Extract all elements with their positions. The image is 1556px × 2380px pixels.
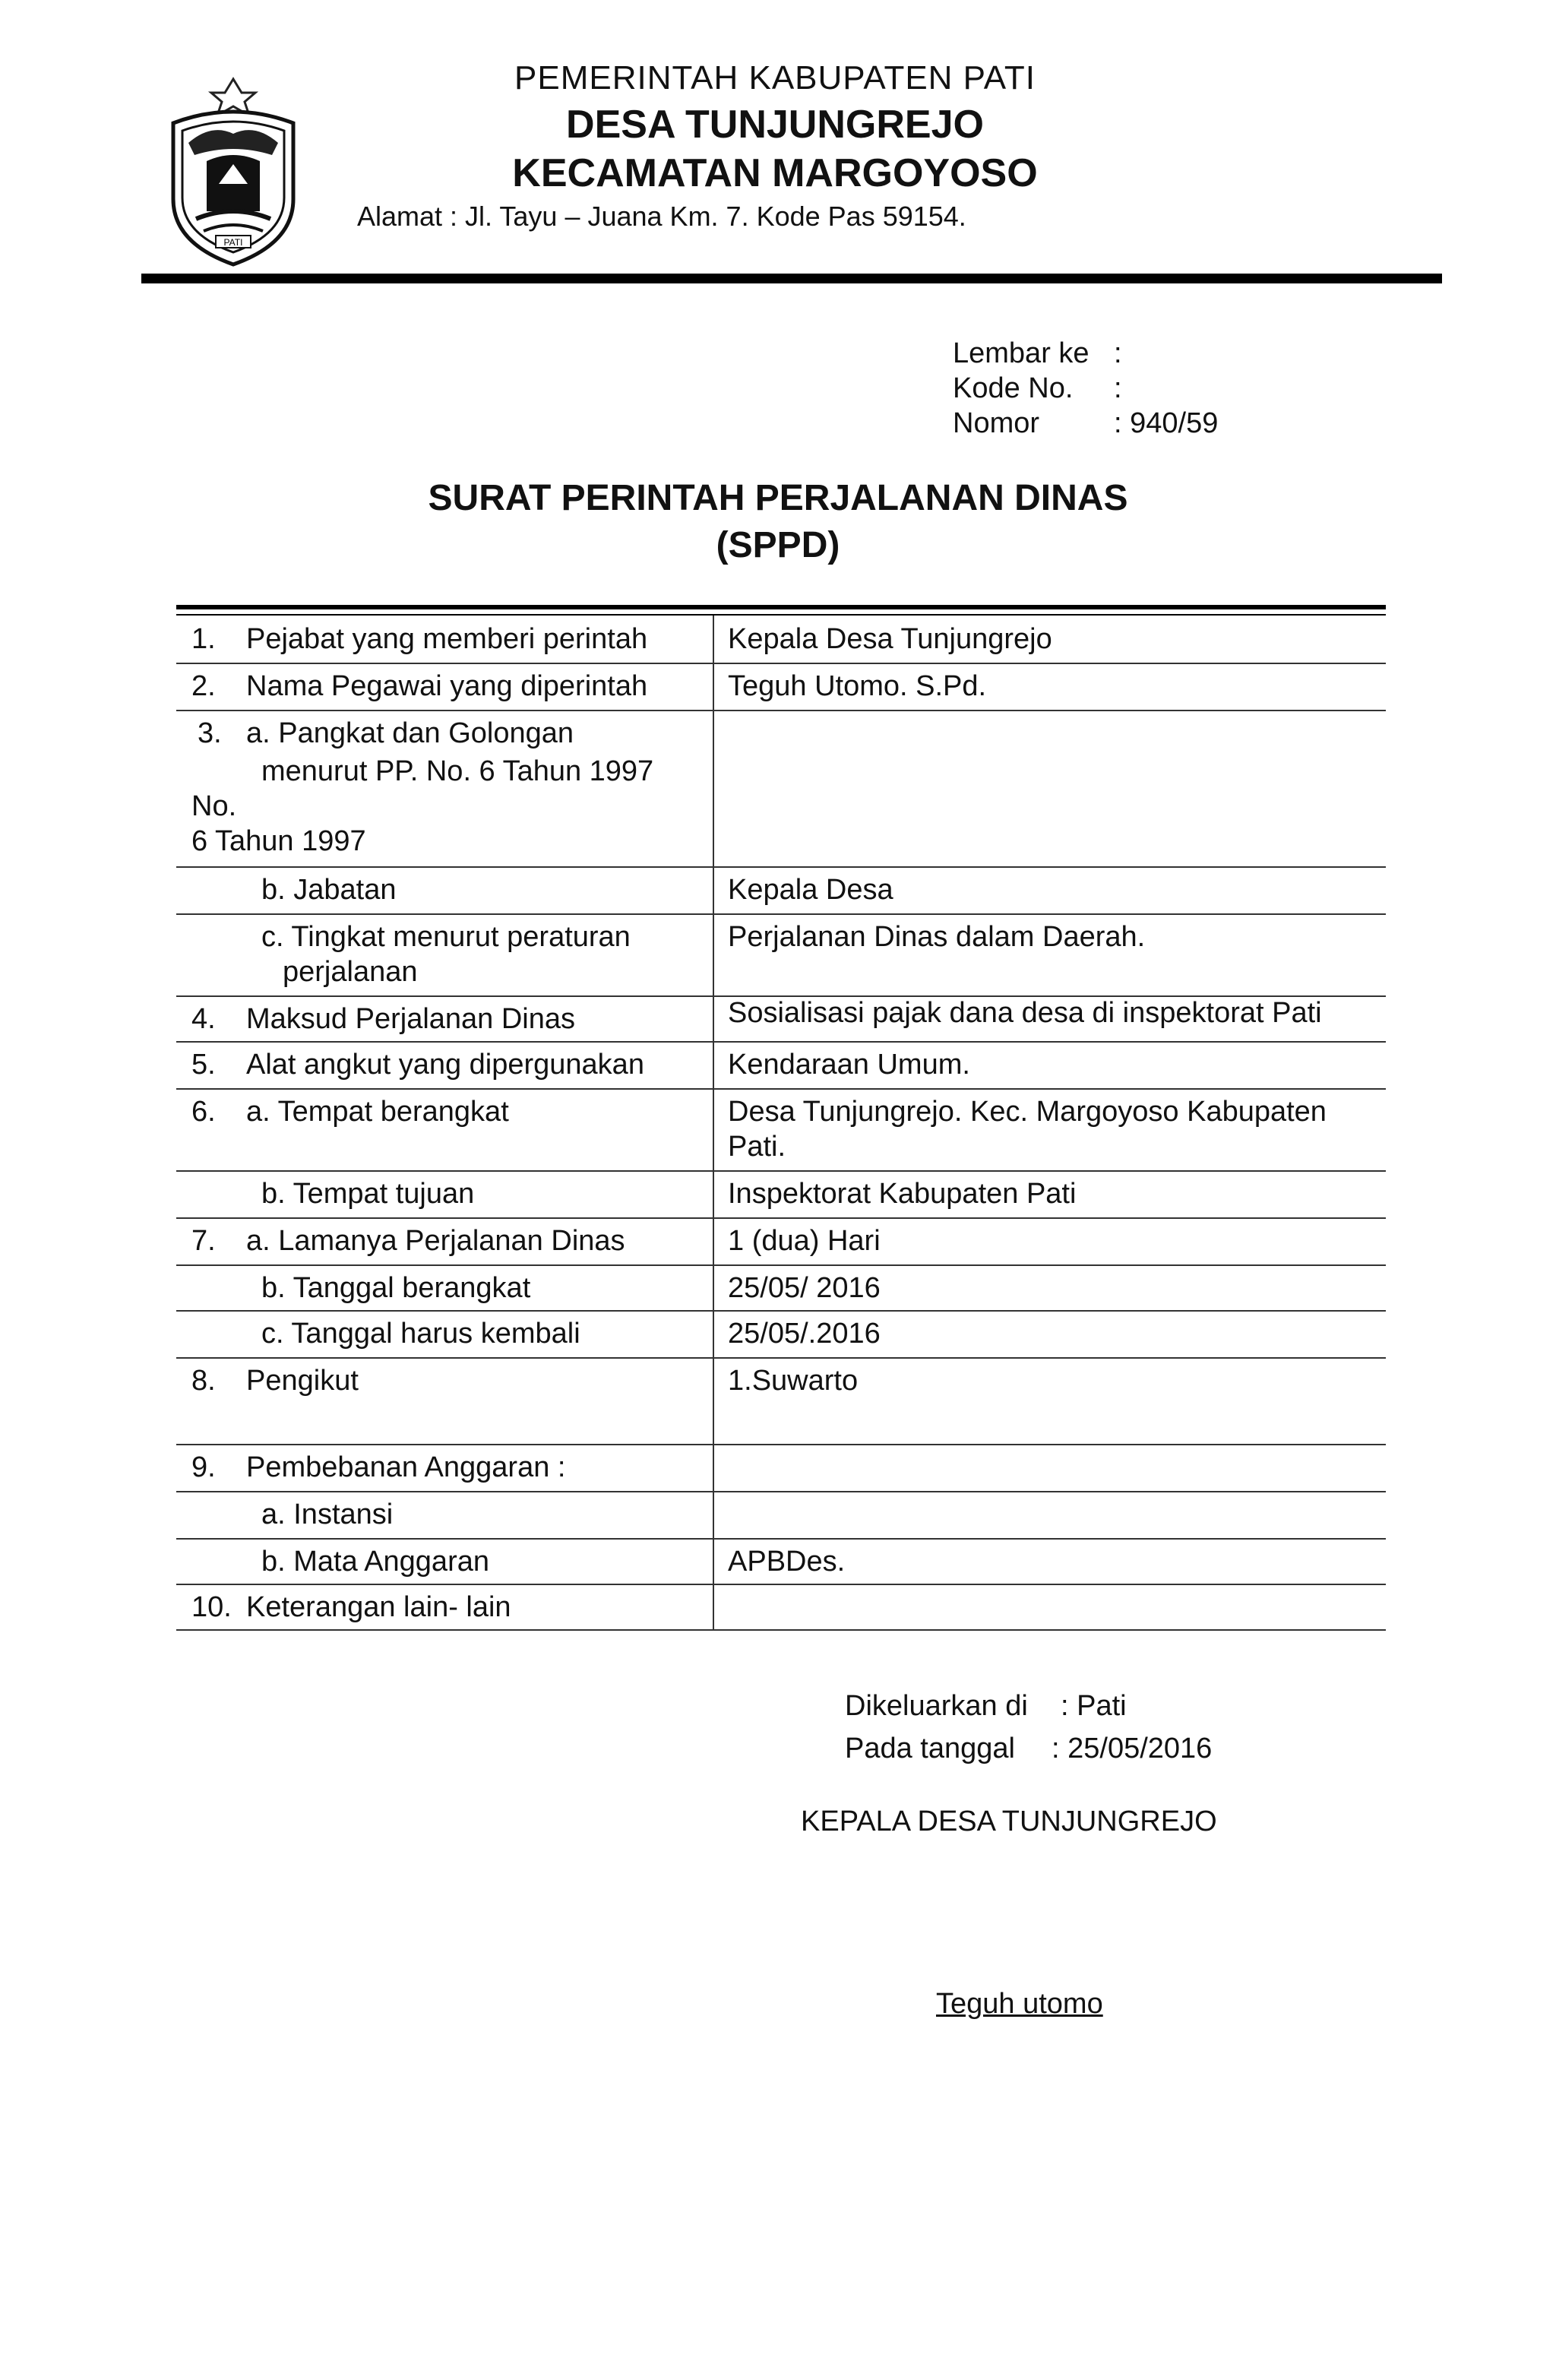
government-name: PEMERINTAH KABUPATEN PATI xyxy=(514,59,1036,97)
row-value: 25/05/.2016 xyxy=(728,1318,881,1350)
row-label-text: a. Pangkat dan Golongan xyxy=(246,717,574,749)
signer-name: Teguh utomo xyxy=(936,1988,1103,2020)
row-number: 3. xyxy=(198,717,222,749)
row-label-text: Alat angkut yang dipergunakan xyxy=(246,1049,644,1081)
row-divider xyxy=(176,1584,1386,1585)
row-label xyxy=(191,1363,716,1398)
row-label xyxy=(191,1094,716,1129)
row-label-text: c. Tingkat menurut peraturan xyxy=(261,921,631,953)
row-label: b. Tempat tujuan xyxy=(261,1178,475,1210)
ref-sheet xyxy=(953,337,1122,370)
row-divider xyxy=(176,1041,1386,1043)
issue-date-value: : 25/05/2016 xyxy=(1052,1733,1213,1764)
row-label xyxy=(191,1590,716,1625)
row-label-text: a. Tempat berangkat xyxy=(246,1096,509,1128)
ref-code-label: Kode No. xyxy=(953,372,1074,404)
row-value: APBDes. xyxy=(728,1546,846,1578)
emblem-icon xyxy=(166,70,301,269)
issue-place-value: : Pati xyxy=(1061,1690,1127,1722)
row-number: 10. xyxy=(191,1591,232,1623)
ref-code-value: : xyxy=(1114,372,1122,404)
row-value: Inspektorat Kabupaten Pati xyxy=(728,1178,1077,1210)
row-label: b. Mata Anggaran xyxy=(261,1546,489,1578)
row-label: b. Tanggal berangkat xyxy=(261,1272,531,1304)
row-divider xyxy=(176,1310,1386,1312)
table-bottom-rule xyxy=(176,1629,1386,1631)
letterhead-divider xyxy=(141,274,1442,283)
ref-code xyxy=(953,372,1122,405)
row-label: b. Jabatan xyxy=(261,874,397,906)
row-label xyxy=(191,1223,716,1258)
row-value-line1: Desa Tunjungrejo. Kec. Margoyoso Kabupaten xyxy=(728,1096,1327,1128)
ref-number xyxy=(953,407,1218,440)
row-label xyxy=(191,1450,716,1485)
row-label-line2: perjalanan xyxy=(283,956,418,988)
row-value: Perjalanan Dinas dalam Daerah. xyxy=(728,921,1146,953)
district-name: KECAMATAN MARGOYOSO xyxy=(512,151,1038,195)
row-value: Kepala Desa Tunjungrejo xyxy=(728,623,1052,655)
row-number: 8. xyxy=(191,1365,216,1397)
signer-title: KEPALA DESA TUNJUNGREJO xyxy=(801,1806,1217,1837)
row-value: Teguh Utomo. S.Pd. xyxy=(728,670,987,702)
row-number: 6. xyxy=(191,1096,216,1128)
row-label-text: Maksud Perjalanan Dinas xyxy=(246,1003,576,1035)
table-top-rule-thin xyxy=(176,614,1386,616)
row-label-text: Pengikut xyxy=(246,1365,359,1397)
row-value-line2: Pati. xyxy=(728,1131,786,1163)
row-divider xyxy=(176,1264,1386,1266)
emblem-label: PATI xyxy=(223,237,243,248)
row-label-text: Keterangan lain- lain xyxy=(246,1591,511,1623)
village-name: DESA TUNJUNGREJO xyxy=(566,103,984,147)
row-value: Sosialisasi pajak dana desa di inspektorat Pati xyxy=(728,997,1322,1029)
row-number: 7. xyxy=(191,1225,216,1257)
row-label xyxy=(191,1047,716,1082)
table-top-rule xyxy=(176,605,1386,609)
row-label-text: Nama Pegawai yang diperintah xyxy=(246,670,648,702)
row-value: 25/05/ 2016 xyxy=(728,1272,881,1304)
row-label xyxy=(191,622,716,657)
issue-place-label: Dikeluarkan di xyxy=(845,1690,1028,1722)
row-divider xyxy=(176,1217,1386,1219)
row-divider xyxy=(176,913,1386,915)
row-divider xyxy=(176,1444,1386,1445)
row-label-line2: menurut PP. No. 6 Tahun 1997 xyxy=(261,755,654,787)
office-address: Alamat : Jl. Tayu – Juana Km. 7. Kode Pas 59154. xyxy=(357,201,966,232)
row-label: a. Instansi xyxy=(261,1499,394,1530)
ref-sheet-value: : xyxy=(1114,337,1122,369)
row-value: Kendaraan Umum. xyxy=(728,1049,970,1081)
document-title: SURAT PERINTAH PERJALANAN DINAS xyxy=(428,478,1128,518)
row-value: Kepala Desa xyxy=(728,874,893,906)
row-divider xyxy=(176,1088,1386,1090)
row-label-line4: 6 Tahun 1997 xyxy=(191,825,366,857)
ref-number-label: Nomor xyxy=(953,407,1040,439)
row-divider xyxy=(176,1491,1386,1492)
row-number: 2. xyxy=(191,670,216,702)
row-divider xyxy=(176,710,1386,711)
row-label-line3: No. xyxy=(191,790,237,822)
row-label-text: a. Lamanya Perjalanan Dinas xyxy=(246,1225,625,1257)
ref-number-value: : 940/59 xyxy=(1114,407,1219,439)
issue-place xyxy=(845,1690,1127,1723)
row-label-text: Pembebanan Anggaran : xyxy=(246,1451,566,1483)
row-label: c. Tanggal harus kembali xyxy=(261,1318,580,1350)
issue-date-label: Pada tanggal xyxy=(845,1733,1015,1764)
row-divider xyxy=(176,1170,1386,1172)
row-value: 1 (dua) Hari xyxy=(728,1225,881,1257)
row-number: 4. xyxy=(191,1003,216,1035)
row-divider xyxy=(176,663,1386,664)
row-divider xyxy=(176,1538,1386,1540)
row-label xyxy=(191,1002,716,1037)
row-divider xyxy=(176,866,1386,868)
row-value xyxy=(728,1094,1386,1164)
regency-emblem xyxy=(166,70,301,269)
issue-date xyxy=(845,1733,1212,1765)
row-label xyxy=(191,919,716,989)
document-subtitle: (SPPD) xyxy=(716,525,840,565)
row-label-text: Pejabat yang memberi perintah xyxy=(246,623,648,655)
row-number: 5. xyxy=(191,1049,216,1081)
row-value: 1.Suwarto xyxy=(728,1365,859,1397)
row-label xyxy=(191,716,716,859)
row-number: 1. xyxy=(191,623,216,655)
row-label xyxy=(191,669,716,704)
ref-sheet-label: Lembar ke xyxy=(953,337,1090,369)
row-divider xyxy=(176,1357,1386,1359)
row-number: 9. xyxy=(191,1451,216,1483)
